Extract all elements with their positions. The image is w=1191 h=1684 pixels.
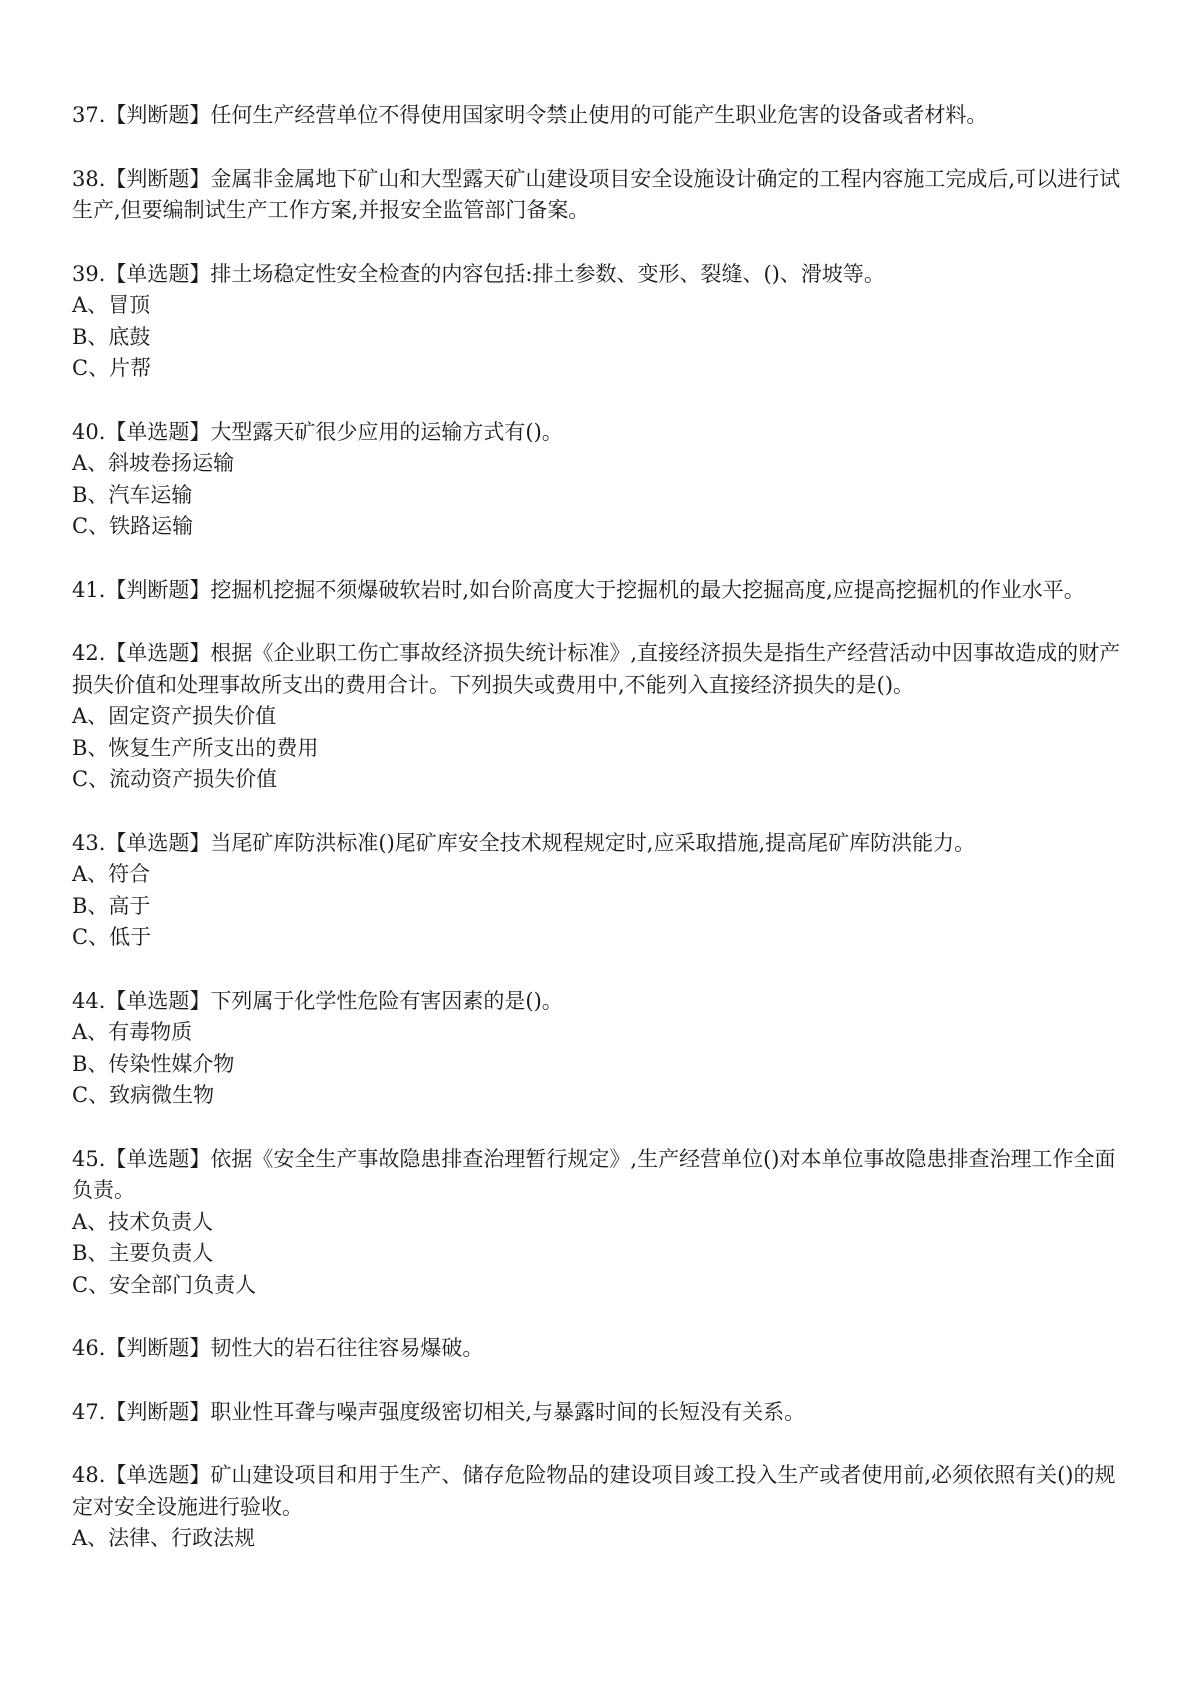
question-47 — [72, 1397, 1122, 1429]
question-stem: 47.【判断题】职业性耳聋与噪声强度级密切相关,与暴露时间的长短没有关系。 — [72, 1399, 806, 1424]
option-b: B、底鼓 — [72, 324, 151, 349]
question-stem: 48.【单选题】矿山建设项目和用于生产、储存危险物品的建设项目竣工投入生产或者使用前,必须依照有关()的规定对安全设施进行验收。 — [72, 1463, 1116, 1519]
question-stem: 41.【判断题】挖掘机挖掘不须爆破软岩时,如台阶高度大于挖掘机的最大挖掘高度,应提高挖掘机的作业水平。 — [72, 577, 1085, 602]
question-stem: 46.【判断题】韧性大的岩石往往容易爆破。 — [72, 1336, 484, 1360]
option-c: C、铁路运输 — [72, 514, 194, 538]
question-stem: 42.【单选题】根据《企业职工伤亡事故经济损失统计标准》,直接经济损失是指生产经营活动中因事故造成的财产损失价值和处理事故所支出的费用合计。下列损失或费用中,不能列入直接经济损失的是()。 — [72, 641, 1121, 697]
option-c: C、安全部门负责人 — [72, 1272, 257, 1297]
option-a: A、斜坡卷扬运输 — [72, 451, 235, 475]
question-46 — [72, 1333, 1122, 1365]
question-48 — [72, 1460, 1122, 1555]
option-b: B、汽车运输 — [72, 482, 193, 507]
option-b: B、恢复生产所支出的费用 — [72, 735, 319, 760]
question-stem: 38.【判断题】金属非金属地下矿山和大型露天矿山建设项目安全设施设计确定的工程内容施工完成后,可以进行试生产,但要编制试生产工作方案,并报安全监管部门备案。 — [72, 166, 1121, 222]
option-b: B、高于 — [72, 893, 151, 918]
question-41 — [72, 575, 1122, 607]
option-a: A、有毒物质 — [72, 1020, 193, 1044]
question-39 — [72, 259, 1122, 385]
option-a: A、技术负责人 — [72, 1209, 214, 1234]
option-c: C、致病微生物 — [72, 1083, 215, 1107]
question-37 — [72, 100, 1122, 132]
option-c: C、低于 — [72, 925, 152, 949]
option-c: C、片帮 — [72, 356, 152, 380]
question-stem: 43.【单选题】当尾矿库防洪标准()尾矿库安全技术规程规定时,应采取措施,提高尾矿库防洪能力。 — [72, 830, 976, 855]
option-a: A、固定资产损失价值 — [72, 704, 277, 728]
option-a: A、法律、行政法规 — [72, 1526, 256, 1550]
question-stem: 40.【单选题】大型露天矿很少应用的运输方式有()。 — [72, 419, 563, 444]
question-stem: 39.【单选题】排土场稳定性安全检查的内容包括:排土参数、变形、裂缝、()、滑坡等。 — [72, 261, 885, 286]
option-a: A、冒顶 — [72, 293, 151, 317]
question-43 — [72, 828, 1122, 954]
question-stem: 45.【单选题】依据《安全生产事故隐患排查治理暂行规定》,生产经营单位()对本单位事故隐患排查治理工作全面负责。 — [72, 1146, 1116, 1202]
question-40 — [72, 417, 1122, 543]
question-45 — [72, 1144, 1122, 1302]
question-42 — [72, 638, 1122, 796]
question-38 — [72, 164, 1122, 227]
question-44 — [72, 986, 1122, 1112]
question-stem: 44.【单选题】下列属于化学性危险有害因素的是()。 — [72, 988, 563, 1013]
question-stem: 37.【判断题】任何生产经营单位不得使用国家明令禁止使用的可能产生职业危害的设备或者材料。 — [72, 103, 988, 127]
option-b: B、传染性媒介物 — [72, 1051, 235, 1076]
option-a: A、符合 — [72, 862, 151, 886]
option-c: C、流动资产损失价值 — [72, 767, 278, 791]
option-b: B、主要负责人 — [72, 1241, 214, 1265]
question-list — [72, 100, 1122, 1587]
